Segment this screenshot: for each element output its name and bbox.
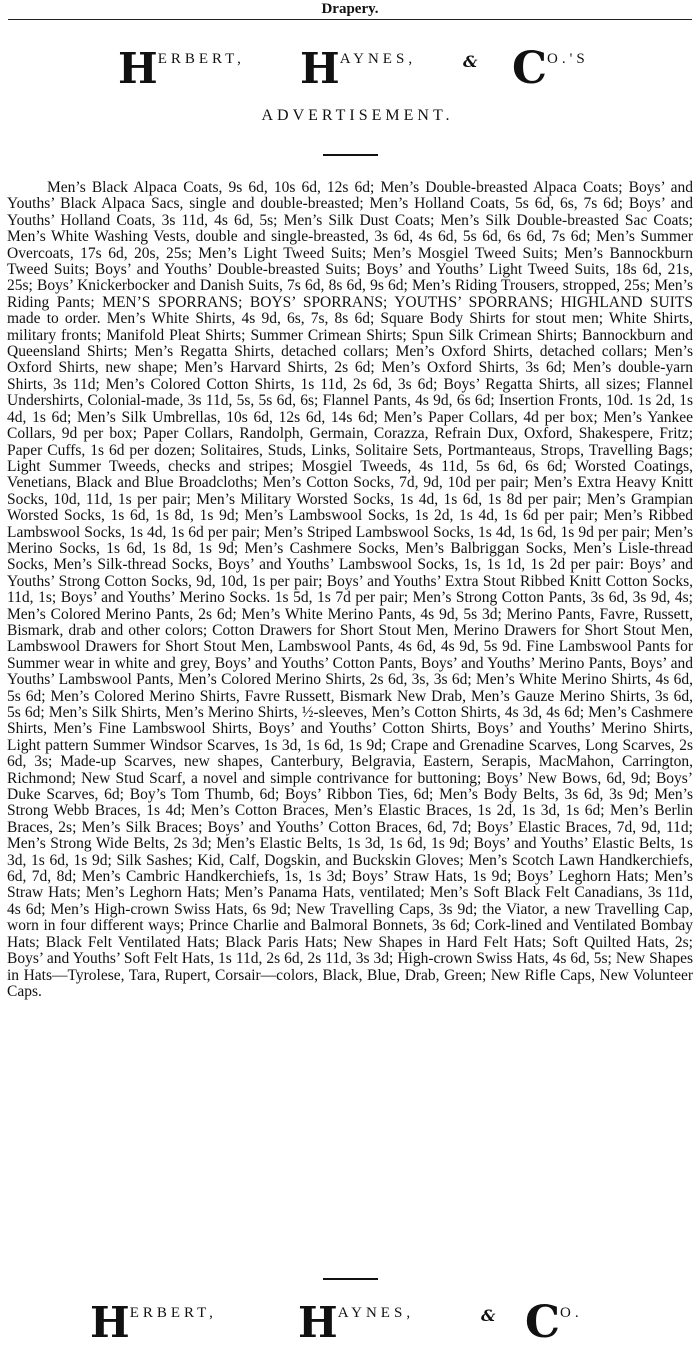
section-heading: Drapery.: [321, 1, 379, 17]
masthead-ampersand: &: [481, 1306, 496, 1325]
masthead-top: [0, 44, 700, 94]
masthead-word-herbert: HERBERT,: [90, 1298, 217, 1347]
masthead-word-co: CO.'S: [512, 43, 589, 94]
masthead-word-herbert: HERBERT,: [118, 44, 245, 93]
top-rule: [8, 19, 692, 20]
advertisement-body: Men’s Black Alpaca Coats, 9s 6d, 10s 6d, 12s 6d; Men’s Double-breasted Alpaca Coats; Boys’ and Youths’ Black Alpaca Sacs, single and double-breasted; Men’s Holland Coats, 5s 6d, 6s, 7s 6d; Boys’ and Youths’ Holland Coats, 3s 11d, 4s 6d, 5s; Men’s Silk Dust Coats; Men’s Silk Double-breasted Sac Coats; Men’s White Washing Vests, double and single-breasted, 3s 6d, 4s 6d, 5s 6d, 6s 6d, 7s 6d; Men’s Summer Overcoats, 17s 6d, 20s, 25s; Men’s Light Tweed Suits; Men’s Mosgiel Tweed Suits; Men’s Bannockburn Tweed Suits; Boys’ and Youths’ Double-breasted Suits; Boys’ and Youths’ Light Tweed Suits, 18s 6d, 21s, 25s; Boys’ Knickerbocker and Danish Suits, 7s 6d, 8s 6d, 9s 6d; Men’s Riding Trousers, stropped, 25s; Men’s Riding Pants; MEN’S SPORRANS; BOYS’ SPORRANS; YOUTHS’ SPORRANS; HIGHLAND SUITS made to order. Men’s White Shirts, 4s 9d, 6s, 7s, 8s 6d; Square Body Shirts for stout men; White Shirts, military fronts; Manifold Pleat Shirts; Summer Crimean Shirts; Spun Silk Crimean Shirts; Bannockburn and Queensland Shirts; Men’s Regatta Shirts, detached collars; Men’s Oxford Shirts, detached collars; Men’s Oxford Shirts, new shape; Men’s Harvard Shirts, 2s 6d; Men’s Oxford Shirts, 3s 6d; Men’s double-yarn Shirts, 3s 11d; Men’s Colored Cotton Shirts, 1s 11d, 2s 6d, 3s 6d; Boys’ Regatta Shirts, all sizes; Flannel Undershirts, Colonial-made, 3s 11d, 5s, 5s 6d, 6s; Flannel Pants, 4s 9d, 6s 6d; Insertion Fronts, 10d. 1s 2d, 1s 4d, 1s 6d; Men’s Silk Umbrellas, 10s 6d, 12s 6d, 14s 6d; Men’s Paper Collars, 4d per box; Men’s Yankee Collars, 9d per box; Paper Collars, Randolph, Germain, Corazza, Refrain Dux, Oxford, Shakespere, Fritz; Paper Cuffs, 1s 6d per dozen; Solitaires, Studs, Links, Solitaire Sets, Portmanteaus, Strops, Travelling Bags; Light Summer Tweeds, checks and stripes; Mosgiel Tweeds, 4s 11d, 5s 6d, 6s 6d; Worsted Coatings, Venetians, Black and Blue Broadcloths; Men’s Cotton Socks, 7d, 9d, 10d per pair; Men’s Extra Heavy Knitt Socks, 10d, 11d, 1s per pair; Men’s Military Worsted Socks, 1s 4d, 1s 6d, 1s 8d per pair; Men’s Grampian Worsted Socks, 1s 6d, 1s 8d, 1s 9d; Men’s Lambswool Socks, 1s 2d, 1s 4d, 1s 6d per pair; Men’s Ribbed Lambswool Socks, 1s 4d, 1s 6d per pair; Men’s Striped Lambswool Socks, 1s 4d, 1s 6d, 1s 9d per pair; Men’s Merino Socks, 1s 6d, 1s 8d, 1s 9d; Men’s Cashmere Socks, Men’s Balbriggan Socks, Men’s Lisle-thread Socks, Men’s Silk-thread Socks, Boys’ and Youths’ Lambswool Socks, 1s, 1s 1d, 1s 2d per pair: Boys’ and Youths’ Strong Cotton Socks, 9d, 10d, 1s per pair; Boys’ and Youths’ Extra Stout Ribbed Knitt Cotton Socks, 11d, 1s; Boys’ and Youths’ Merino Socks. 1s 5d, 1s 7d per pair; Men’s Strong Cotton Pants, 3s 6d, 3s 9d, 4s; Men’s Colored Merino Pants, 2s 6d; Men’s White Merino Pants, 4s 9d, 5s 3d; Merino Pants, Favre, Russett, Bismark, drab and other colors; Cotton Drawers for Short Stout Men, Merino Drawers for Short Stout Men, Lambswool Drawers for Short Stout Men, Lambswool Pants, 4s 6d, 4s 9d, 5s 9d. Fine Lambswool Pants for Summer wear in white and grey, Boys’ and Youths’ Cotton Pants, Boys’ and Youths’ Merino Pants, Boys’ and Youths’ Lambswool Pants, Men’s Colored Merino Shirts, 2s 6d, 3s, 3s 6d; Men’s White Merino Shirts, 4s 6d, 5s 6d; Men’s Colored Merino Shirts, Favre Russett, Bismark New Drab, Men’s Gauze Merino Shirts, 3s 6d, 5s 6d; Men’s Silk Shirts, Men’s Merino Shirts, ½-sleeves, Men’s Cotton Shirts, 4s 3d, 4s 6d; Men’s Cashmere Shirts, Men’s Fine Lambswool Shirts, Boys’ and Youths’ Cotton Shirts, Boys’ and Youths’ Merino Shirts, Light pattern Summer Windsor Scarves, 1s 3d, 1s 6d, 1s 9d; Crape and Grenadine Scarves, Long Scarves, 2s 6d, 3s; Made-up Scarves, new shapes, Canterbury, Belgravia, Eastern, Serapis, MacMahon, Carrington, Richmond; New Stud Scarf, a novel and simple contrivance for buttoning; Boys’ New Bows, 6d, 9d; Boys’ Duke Scarves, 6d; Boy’s Tom Thumb, 6d; Boys’ Ribbon Ties, 6d; Men’s Body Belts, 3s 6d, 3s 9d; Men’s Strong Webb Braces, 1s 4d; Men’s Cotton Braces, Men’s Elastic Braces, 1s 2d, 1s 3d, 1s 6d; Men’s Berlin Braces, 2s; Men’s Silk Braces; Boys’ and Youths’ Cotton Braces, 6d, 7d; Boys’ Elastic Braces, 7d, 9d, 11d; Men’s Strong Wide Belts, 2s 3d; Men’s Elastic Belts, 1s 3d, 1s 6d, 1s 9d; Boys’ and Youths’ Elastic Belts, 1s 3d, 1s 6d, 1s 9d; Silk Sashes; Kid, Calf, Dogskin, and Buckskin Gloves; Men’s Scotch Lawn Handkerchiefs, 6d, 7d, 8d; Men’s Cambric Handkerchiefs, 1s, 1s 3d; Boys’ Straw Hats, 1s 9d; Boys’ Leghorn Hats; Men’s Straw Hats; Men’s Leghorn Hats; Men’s Panama Hats, ventilated; Men’s Soft Black Felt Canadians, 3s 11d, 4s 6d; Men’s High-crown Swiss Hats, 6s 9d; New Travelling Caps, 3s 9d; the Viator, a new Travelling Cap, worn in four different ways; Prince Charlie and Balmoral Bonnets, 3s 6d; Cork-lined and Ventilated Bombay Hats; Black Felt Ventilated Hats; Black Paris Hats; New Shapes in Hard Felt Hats; Soft Quilted Hats, 2s; Boys’ and Youths’ Soft Felt Hats, 1s 11d, 2s 6d, 2s 11d, 3s 3d; High-crown Swiss Hats, 4s 6d, 5s; New Shapes in Hats—Tyrolese, Tara, Rupert, Corsair—colors, Black, Blue, Drab, Green; New Rifle Caps, New Volunteer Caps.: [7, 179, 693, 1000]
masthead-word-haynes: HAYNES,: [298, 1298, 415, 1347]
masthead-bottom: [0, 1298, 700, 1348]
masthead-word-haynes: HAYNES,: [300, 44, 417, 93]
masthead-ampersand: &: [463, 52, 478, 71]
masthead-word-co: CO.: [525, 1297, 583, 1348]
advertisement-subtitle: ADVERTISEMENT.: [261, 107, 454, 124]
divider-rule-top: [323, 154, 378, 156]
divider-rule-bottom: [323, 1278, 378, 1280]
